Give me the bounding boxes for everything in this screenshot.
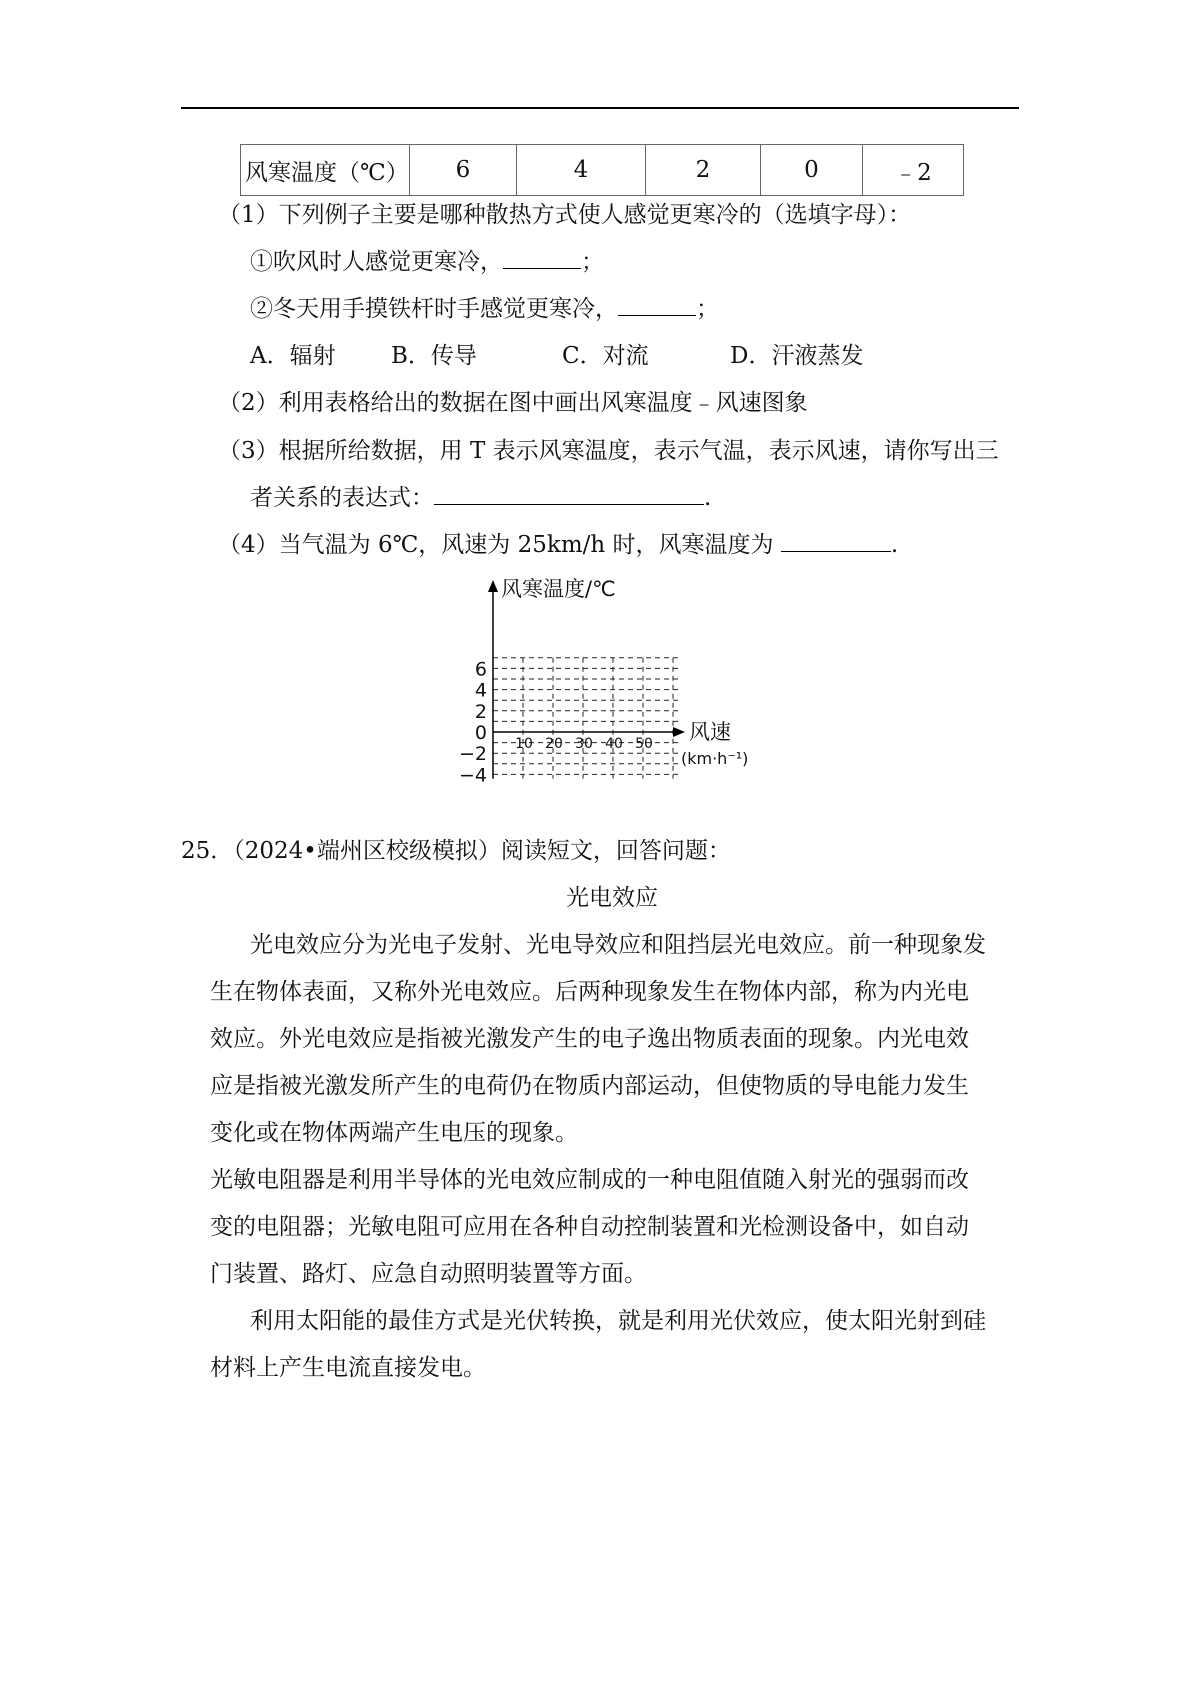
q1-stem: （1）下列例子主要是哪种散热方式使人感觉更寒冷的（选填字母）： xyxy=(218,202,912,228)
q1-item-2 xyxy=(250,294,719,324)
table-cell: ﹣2 xyxy=(863,145,964,196)
q25-p2-line-1: 光敏电阻器是利用半导体的光电效应制成的一种电阻值随入射光的强弱而改 xyxy=(210,1167,969,1193)
q25-title: 光电效应 xyxy=(566,885,658,911)
y-axis-arrow-icon xyxy=(488,580,498,592)
q25-p1-line-5: 变化或在物体两端产生电压的现象。 xyxy=(210,1120,578,1146)
q1-option-a: A．辐射 xyxy=(250,343,336,369)
q4-text xyxy=(218,530,898,560)
chart-labels xyxy=(459,577,748,786)
q2-text: （2）利用表格给出的数据在图中画出风寒温度﹣风速图象 xyxy=(218,390,808,416)
x-tick-label: 50 xyxy=(635,736,653,752)
wind-chill-chart xyxy=(455,572,785,822)
x-tick-label: 30 xyxy=(575,736,593,752)
table-row xyxy=(241,145,964,196)
y-axis-title: 风寒温度/℃ xyxy=(501,577,616,601)
q1-option-c: C．对流 xyxy=(562,343,649,369)
header-rule xyxy=(181,107,1019,109)
q4-text-prefix: （4）当气温为 6℃，风速为 25km/h 时，风寒温度为 xyxy=(218,532,774,558)
q25-p3-line-1: 利用太阳能的最佳方式是光伏转换，就是利用光伏效应，使太阳光射到硅 xyxy=(250,1308,986,1334)
answer-blank-2[interactable] xyxy=(618,295,696,316)
q1-item-1 xyxy=(250,247,604,277)
table-cell: 6 xyxy=(410,145,517,196)
q1-item-2-suffix: ； xyxy=(696,296,719,322)
q1-item-1-text: ①吹风时人感觉更寒冷， xyxy=(250,249,503,275)
q3-line-1: （3）根据所给数据，用 T 表示风寒温度，表示气温，表示风速，请你写出三 xyxy=(218,438,999,464)
q25-p2-line-3: 门装置、路灯、应急自动照明装置等方面。 xyxy=(210,1261,647,1287)
table-cell: 0 xyxy=(761,145,863,196)
chart-grid xyxy=(493,658,679,779)
q3-line-2 xyxy=(250,483,711,513)
q25-p3-line-2: 材料上产生电流直接发电。 xyxy=(210,1355,486,1381)
q25-header: 25．（2024•端州区校级模拟）阅读短文，回答问题： xyxy=(181,838,731,864)
y-tick-label: −4 xyxy=(458,764,487,787)
q25-p2-line-2: 变的电阻器；光敏电阻可应用在各种自动控制装置和光检测设备中，如自动 xyxy=(210,1214,969,1240)
q4-text-suffix: . xyxy=(890,532,899,558)
y-tick-label: 0 xyxy=(474,722,487,744)
answer-blank-4[interactable] xyxy=(781,531,891,552)
q1-item-1-suffix: ； xyxy=(581,249,604,275)
q25-p1-line-3: 效应。外光电效应是指被光激发产生的电子逸出物质表面的现象。内光电效 xyxy=(210,1026,969,1052)
x-tick-label: 40 xyxy=(605,736,623,752)
table-row-label: 风寒温度（℃） xyxy=(241,145,410,196)
x-axis-unit: (km·h⁻¹) xyxy=(681,749,749,768)
y-tick-label: 2 xyxy=(474,700,487,723)
x-tick-label: 10 xyxy=(515,736,533,752)
q1-item-2-text: ②冬天用手摸铁杆时手感觉更寒冷， xyxy=(250,296,618,322)
q1-option-b: B．传导 xyxy=(391,343,477,369)
table-cell: 4 xyxy=(517,145,646,196)
y-tick-label: −2 xyxy=(458,743,487,766)
q25-p1-line-1: 光电效应分为光电子发射、光电导效应和阻挡层光电效应。前一种现象发 xyxy=(250,932,986,958)
q1-option-d: D．汗液蒸发 xyxy=(730,343,864,369)
x-tick-label: 20 xyxy=(545,736,563,752)
q3-line-2-text: 者关系的表达式： xyxy=(250,485,434,511)
x-axis-title: 风速 xyxy=(689,720,731,744)
x-axis-arrow-icon xyxy=(673,727,685,737)
y-tick-label: 4 xyxy=(474,679,487,702)
q3-line-2-suffix: . xyxy=(704,485,712,511)
answer-blank-3[interactable] xyxy=(434,484,704,505)
q25-p1-line-4: 应是指被光激发所产生的电荷仍在物质内部运动，但使物质的导电能力发生 xyxy=(210,1073,969,1099)
q25-p1-line-2: 生在物体表面，又称外光电效应。后两种现象发生在物体内部，称为内光电 xyxy=(210,979,969,1005)
answer-blank-1[interactable] xyxy=(503,248,581,269)
table-cell: 2 xyxy=(646,145,761,196)
y-tick-label: 6 xyxy=(474,658,487,681)
wind-chill-table xyxy=(240,144,964,196)
